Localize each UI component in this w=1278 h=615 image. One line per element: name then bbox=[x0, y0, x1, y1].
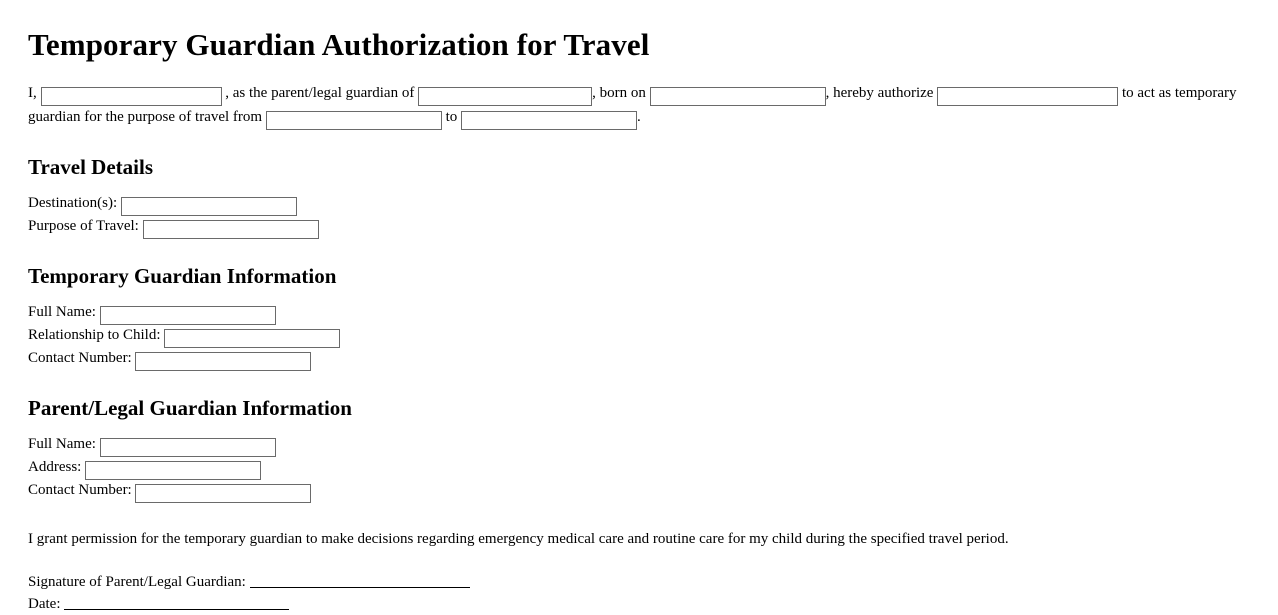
guardian-contact-number-input[interactable] bbox=[135, 352, 311, 371]
field-row-parent-address bbox=[28, 457, 1250, 480]
parent-contact-number-input[interactable] bbox=[135, 484, 311, 503]
label-purpose-of-travel: Purpose of Travel: bbox=[28, 218, 139, 235]
field-row-parent-fullname bbox=[28, 434, 1250, 457]
field-row-destinations bbox=[28, 193, 1250, 216]
intro-paragraph bbox=[28, 82, 1250, 130]
label-guardian-contact-number: Contact Number: bbox=[28, 350, 132, 367]
field-row-guardian-contact bbox=[28, 348, 1250, 371]
section-title-parent-guardian: Parent/Legal Guardian Information bbox=[28, 396, 352, 421]
intro-text-6: temporary guardian for the purpose of travel from bbox=[28, 85, 1237, 126]
intro-text-4: , hereby authorize bbox=[825, 85, 934, 102]
intro-text-1: I, bbox=[28, 85, 37, 102]
child-dob-input[interactable] bbox=[650, 87, 826, 106]
label-relationship-to-child: Relationship to Child: bbox=[28, 327, 161, 344]
label-guardian-full-name: Full Name: bbox=[28, 304, 96, 321]
parent-full-name-input[interactable] bbox=[100, 438, 276, 457]
parent-address-input[interactable] bbox=[85, 461, 261, 480]
travel-from-input[interactable] bbox=[266, 111, 442, 130]
child-name-input[interactable] bbox=[418, 87, 592, 106]
section-title-temp-guardian: Temporary Guardian Information bbox=[28, 264, 337, 289]
label-parent-full-name: Full Name: bbox=[28, 436, 96, 453]
parent-name-input[interactable] bbox=[41, 87, 222, 106]
page-title: Temporary Guardian Authorization for Travel bbox=[28, 27, 650, 62]
date-row bbox=[28, 593, 1250, 615]
label-signature-of-parent: Signature of Parent/Legal Guardian: bbox=[28, 574, 246, 591]
field-row-purpose bbox=[28, 216, 1250, 239]
guardian-name-input[interactable] bbox=[937, 87, 1118, 106]
label-parent-contact-number: Contact Number: bbox=[28, 482, 132, 499]
travel-to-input[interactable] bbox=[461, 111, 637, 130]
field-row-parent-contact bbox=[28, 480, 1250, 503]
intro-text-7: to bbox=[445, 109, 458, 126]
intro-text-5: to act as bbox=[1121, 85, 1172, 102]
intro-text-8: . bbox=[637, 109, 641, 126]
date-line[interactable] bbox=[64, 596, 289, 610]
intro-text-3: , born on bbox=[592, 85, 646, 102]
field-row-guardian-fullname bbox=[28, 302, 1250, 325]
signature-block bbox=[28, 571, 1250, 615]
destinations-input[interactable] bbox=[121, 197, 297, 216]
signature-row bbox=[28, 571, 1250, 593]
guardian-full-name-input[interactable] bbox=[100, 306, 276, 325]
relationship-to-child-input[interactable] bbox=[164, 329, 340, 348]
label-destinations: Destination(s): bbox=[28, 195, 118, 212]
label-date: Date: bbox=[28, 596, 61, 613]
field-row-guardian-relationship bbox=[28, 325, 1250, 348]
section-title-travel-details: Travel Details bbox=[28, 155, 153, 180]
signature-line[interactable] bbox=[250, 574, 470, 588]
permission-statement: I grant permission for the temporary guardian to make decisions regarding emergency medical care and routine care for my child during the specified travel period. bbox=[28, 531, 1009, 548]
purpose-of-travel-input[interactable] bbox=[143, 220, 319, 239]
label-parent-address: Address: bbox=[28, 459, 82, 476]
intro-text-2: , as the parent/legal guardian of bbox=[225, 85, 415, 102]
